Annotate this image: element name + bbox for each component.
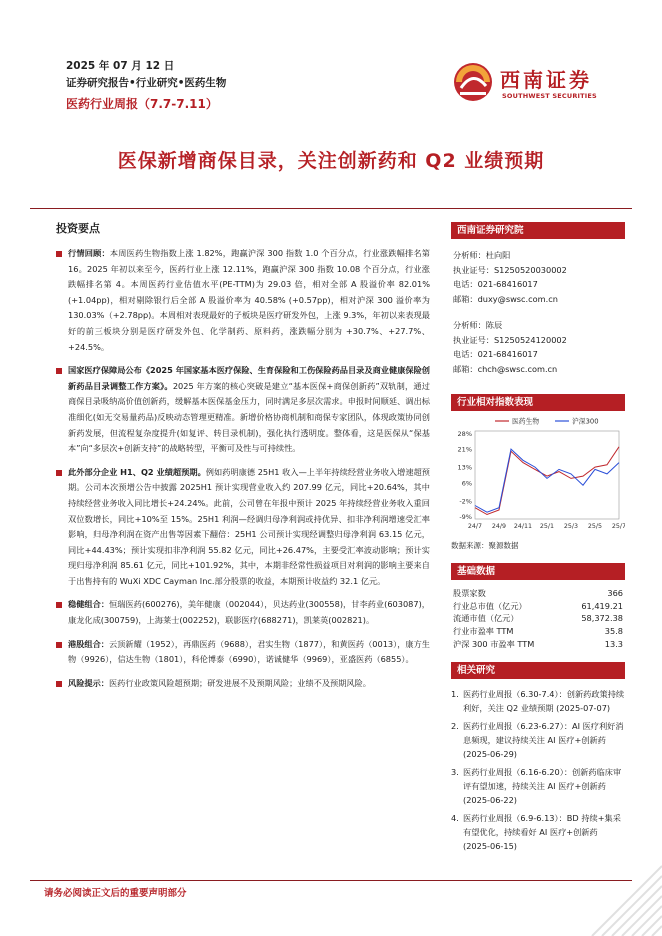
basic-data-value: 13.3 bbox=[604, 638, 623, 649]
y-tick-label: 21% bbox=[457, 445, 472, 454]
bullet-text: 本周医药生物指数上涨 1.82%，跑赢沪深 300 指数 1.0 个百分点，行业涨跌幅排名第 16。2025 年初以来至今，医药行业上涨 12.11%，跑赢沪深 300 指数 10.08 个百分点，行业涨跌幅排名第 4。本周医药行业估值水平(PE-TTM)为 29.03 倍，相对全部 A 股溢价率 82.01% (+1.04pp)，相对剔除银行后全部 A 股溢价率为 40.58% (+0.57pp)，相对沪深 300 溢价率为 130.03%（+2.78pp)。本周相对表现最好的子板块是医疗研发外包，上涨 9.3%，年初以来表现最好的前三板块分别是医疗研发外包、化学制药、原料药，涨跌幅分别为 +30.7%、+27.7%、+24.5%。 bbox=[68, 248, 430, 352]
index-chart-section bbox=[451, 394, 625, 551]
basic-data-key: 行业市盈率 TTM bbox=[453, 625, 514, 636]
related-research-list bbox=[451, 687, 625, 853]
basic-data-value: 366 bbox=[607, 588, 623, 599]
basic-data-key: 股票家数 bbox=[453, 588, 486, 599]
basic-data-key: 流通市值（亿元） bbox=[453, 613, 519, 624]
bullet-earnings bbox=[56, 465, 430, 590]
analyst-email[interactable]: 邮箱：duxy@swsc.com.cn bbox=[453, 293, 558, 304]
related-research-number: 2. bbox=[451, 720, 459, 731]
analyst-cert: 执业证号：S1250524120002 bbox=[453, 334, 567, 345]
company-logo bbox=[452, 56, 622, 106]
logo-emblem-icon bbox=[452, 56, 496, 104]
analyst-cert: 执业证号：S1250520030002 bbox=[453, 264, 567, 275]
basic-data-row bbox=[451, 612, 625, 625]
x-tick-label: 24/7 bbox=[467, 523, 483, 530]
related-research-number: 1. bbox=[451, 688, 459, 699]
bullet-text: 恒瑞医药(600276)，美年健康（002044），贝达药业(300558)，甘李药业(603087)，康龙化成(300759)，上海莱士(002252)，联影医疗(688271)，凯莱英(002821)。 bbox=[68, 599, 430, 626]
chart-source: 数据来源：聚源数据 bbox=[451, 541, 519, 550]
bullet-lead: 行情回顾： bbox=[68, 248, 110, 258]
chart-frame bbox=[475, 431, 619, 519]
related-research-text: 医药行业周报（6.16-6.20）：创新药临床审评有望加速，持续关注 AI 医疗+创新药 (2025-06-22) bbox=[463, 766, 622, 805]
index-chart bbox=[451, 411, 625, 539]
related-research-item[interactable] bbox=[451, 687, 625, 715]
bullet-lead: 港股组合： bbox=[68, 638, 109, 649]
y-tick-label: 13% bbox=[457, 463, 472, 472]
basic-data-value: 58,372.38 bbox=[581, 613, 623, 624]
bullet-hk-portfolio bbox=[56, 637, 430, 668]
corner-decoration-icon bbox=[572, 846, 662, 936]
investment-highlights bbox=[56, 220, 430, 696]
bullet-lead: 稳健组合： bbox=[68, 599, 110, 610]
section-heading: 投资要点 bbox=[56, 222, 100, 235]
analyst-name: 分析师：杜向阳 bbox=[453, 250, 511, 260]
bullet-policy bbox=[56, 363, 430, 457]
footer-disclaimer: 请务必阅读正文后的重要声明部分 bbox=[44, 888, 187, 899]
bullet-text: 云顶新耀（1952），再鼎医药（9688），君实生物（1877），和黄医药（0013），康方生物（9926），信达生物（1801），科伦博泰（6990），诺诚健华（9969），亚盛医药（6855）。 bbox=[68, 638, 430, 665]
bullet-text: 例如药明康德 25H1 收入—上半年持续经营业务收入增速超预期。公司本次预增公告中披露 2025H1 预计实现营业收入约 207.99 亿元，同比+20.64%，其中持续经营业务收入同比增长+24.24%。此前，公司曾在年报中预计 2025 年持续经营业务收入重回双位数增长，同比+10%至 15%。25H1 利润—经调归母净利润或持优异、扣非净利润增速受汇率影响，归母净利润在资产出售等因素下翻倍：25H1 公司预计实现经调整归母净利润 63.15 亿元，同比+44.43%；预计实现扣非净利润 55.82 亿元，同比+26.47%，主要受汇率波动影响；预计实现归母净利润 85.61 亿元，同比+101.92%，其中，本期非经常性损益项目对利润的影响主要来自于出售持有的 WuXi XDC Cayman Inc.部分股票的收益，本期预计收益约 32.1 亿元。 bbox=[68, 466, 430, 586]
legend-label: 医药生物 bbox=[512, 417, 540, 426]
index-chart-heading: 行业相对指数表现 bbox=[451, 394, 625, 411]
basic-data-value: 61,419.21 bbox=[581, 600, 623, 611]
legend-label: 沪深300 bbox=[572, 417, 599, 426]
analyst-phone: 电话：021-68416017 bbox=[453, 279, 538, 289]
y-tick-label: 6% bbox=[461, 479, 472, 488]
bullet-text: 医药行业政策风险超预期；研发进展不及预期风险；业绩不及预期风险。 bbox=[108, 677, 371, 688]
related-research-text: 医药行业周报（6.30-7.4）：创新药政策持续利好，关注 Q2 业绩预期 (2025-07-07) bbox=[463, 688, 625, 713]
related-research-item[interactable] bbox=[451, 719, 625, 761]
y-tick-label: -2% bbox=[459, 497, 472, 506]
x-tick-label: 24/11 bbox=[513, 523, 533, 530]
basic-data-row bbox=[451, 600, 625, 613]
report-type: 证券研究报告•行业研究•医药生物 bbox=[66, 77, 227, 89]
series-line-pharma bbox=[475, 447, 619, 515]
basic-data-row bbox=[451, 587, 625, 600]
x-tick-label: 25/3 bbox=[563, 523, 579, 530]
related-research-item[interactable] bbox=[451, 765, 625, 807]
basic-data-heading: 基础数据 bbox=[451, 563, 625, 580]
basic-data-row bbox=[451, 637, 625, 650]
bullet-lead: 国家医疗保障局公布《2025 年国家基本医疗保险、生育保险和工伤保险药品目录及商业健康保险创新药品目录调整工作方案》。 bbox=[68, 365, 430, 391]
bullet-lead: 风险提示： bbox=[68, 677, 109, 688]
footer-divider bbox=[30, 880, 632, 881]
basic-data-row bbox=[451, 625, 625, 638]
analyst-email[interactable]: 邮箱：chch@swsc.com.cn bbox=[453, 363, 558, 374]
related-research-section bbox=[451, 662, 625, 853]
logo-name: 西南证券 bbox=[500, 68, 592, 92]
index-chart-svg bbox=[451, 411, 625, 539]
analyst-phone: 电话：021-68416017 bbox=[453, 349, 538, 359]
report-date: 2025 年 07 月 12 日 bbox=[66, 60, 175, 72]
y-tick-label: -9% bbox=[459, 513, 472, 522]
basic-data-section bbox=[451, 563, 625, 650]
bullet-market-review bbox=[56, 246, 430, 355]
basic-data-key: 沪深 300 市盈率 TTM bbox=[453, 638, 535, 649]
sidebar bbox=[451, 222, 625, 857]
series-line-hs300 bbox=[475, 449, 619, 512]
basic-data-value: 35.8 bbox=[604, 625, 623, 636]
related-research-text: 医药行业周报（6.23-6.27）：AI 医疗利好消息频现，建议持续关注 AI 医疗+创新药 (2025-06-29) bbox=[463, 720, 624, 759]
related-research-heading: 相关研究 bbox=[451, 662, 625, 679]
report-title: 医保新增商保目录，关注创新药和 Q2 业绩预期 bbox=[117, 150, 545, 172]
analyst-name: 分析师：陈辰 bbox=[453, 320, 503, 330]
header-divider bbox=[30, 208, 632, 209]
x-tick-label: 25/1 bbox=[539, 523, 555, 530]
x-tick-label: 25/7 bbox=[611, 523, 625, 530]
analysts-heading: 西南证券研究院 bbox=[451, 222, 625, 239]
bullet-risk bbox=[56, 676, 430, 692]
related-research-number: 4. bbox=[451, 812, 459, 823]
x-tick-label: 24/9 bbox=[491, 523, 507, 530]
y-tick-label: 28% bbox=[457, 429, 472, 438]
logo-english: SOUTHWEST SECURITIES bbox=[502, 92, 597, 100]
bullet-lead: 此外部分企业 H1、Q2 业绩超预期。 bbox=[68, 466, 206, 477]
related-research-number: 3. bbox=[451, 766, 459, 777]
x-tick-label: 25/5 bbox=[587, 523, 603, 530]
basic-data-table bbox=[451, 587, 625, 650]
basic-data-key: 行业总市值（亿元） bbox=[453, 600, 527, 611]
bullet-stable-portfolio bbox=[56, 597, 430, 628]
report-series: 医药行业周报（7.7-7.11） bbox=[66, 97, 218, 111]
bullet-text: 2025 年方案的核心突破是建立“基本医保+商保创新药”双轨制，通过商保目录吸纳高价值创新药，缓解基本医保基金压力，同时满足多层次需求。申报时间顺延、调出标准细化(如无交易量药品)反映动态管理更精准。新增价格协商机制和商保专家团队，体现政策协同创新药发展，但流程复杂度提升(如复评、转目录机制)，强化执行透明度。整体看，这是医保从“保基本”向“多层次+创新支持”的战略转型，平衡可及性与可持续性。 bbox=[68, 380, 430, 454]
related-research-text: 医药行业周报（6.9-6.13）：BD 持续+集采有望优化，持续看好 AI 医疗+创新药 (2025-06-15) bbox=[463, 812, 621, 851]
